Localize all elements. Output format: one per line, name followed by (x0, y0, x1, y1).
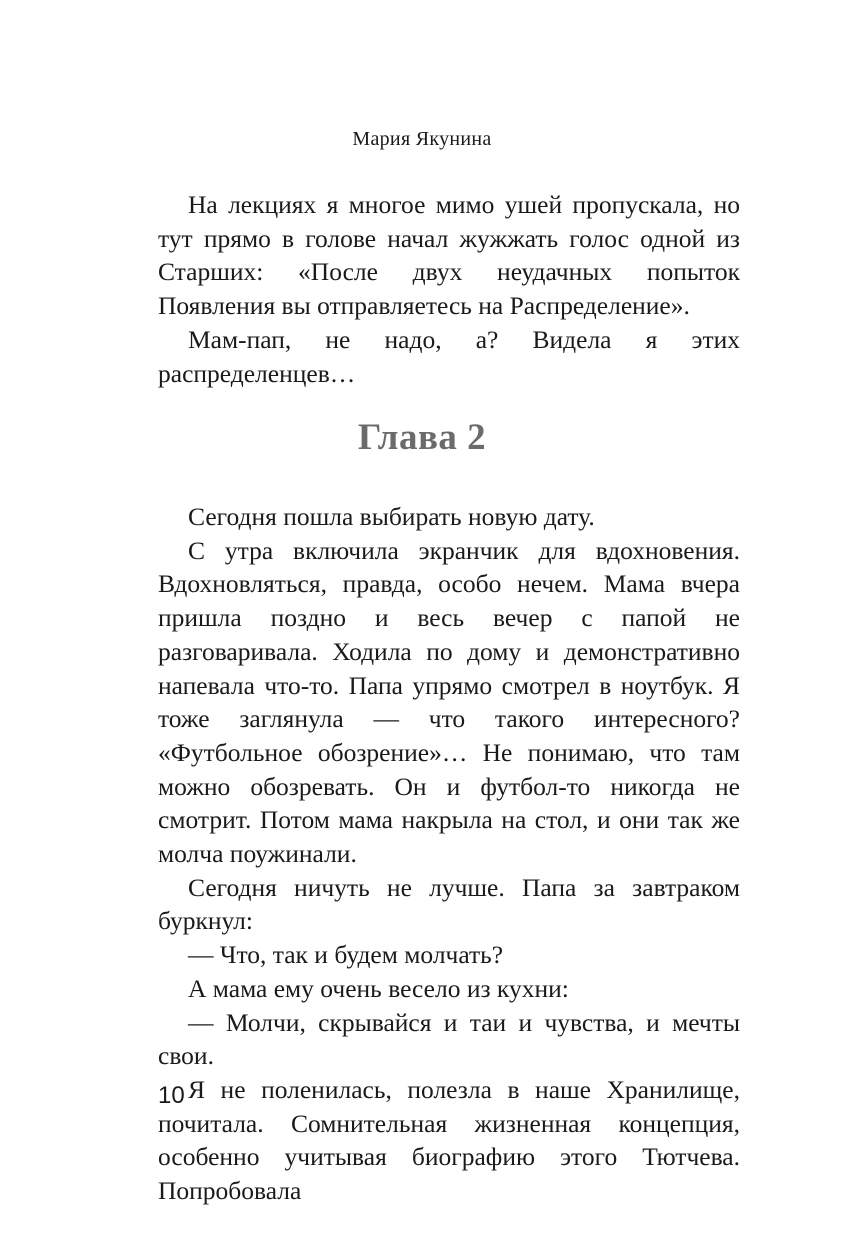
chapter-title: Глава 2 (357, 417, 487, 458)
dialog-line: — Молчи, скрывайся и таи и чувства, и мечты свои. (158, 1007, 740, 1071)
paragraph: Я не поленилась, полезла в наше Хранилище, почитала. Сомнительная жизненная концепция, особенно учитывая биографию этого Тютчева. Попробовала (158, 1074, 740, 1206)
paragraph: На лекциях я многое мимо ушей пропускала, но тут прямо в голове начал жужжать голос одной из Старших: «После двух неудачных попыток Появления вы отправляетесь на Распределение». (158, 190, 740, 321)
page-number: 10 (158, 1082, 185, 1109)
dialog-line: — Что, так и будем молчать? (188, 940, 504, 970)
paragraph: А мама ему очень весело из кухни: (188, 973, 569, 1003)
paragraph: Сегодня пошла выбирать новую дату. (188, 502, 595, 531)
chapter-text-block (158, 500, 740, 1208)
paragraph: Мам-пап, не надо, а? Видела я этих распределенцев… (158, 324, 740, 388)
paragraph: С утра включила экранчик для вдохновения. Вдохновляться, правда, особо нечем. Мама вчера пришла поздно и весь вечер с папой не разговаривала. Ходила по дому и демонстративно напевала что-то. Папа упрямо смотрел в ноутбук. Я тоже заглянула — что такого интересного? «Футбольное обозрение»… Не понимаю, что там можно обозревать. Он и футбол-то никогда не смотрит. Потом мама накрыла на стол, и они так же молча поужинали. (158, 535, 740, 869)
paragraph: Сегодня ничуть не лучше. Папа за завтраком буркнул: (158, 872, 740, 936)
running-head-author: Мария Якунина (352, 128, 492, 150)
intro-text-block (158, 188, 740, 390)
